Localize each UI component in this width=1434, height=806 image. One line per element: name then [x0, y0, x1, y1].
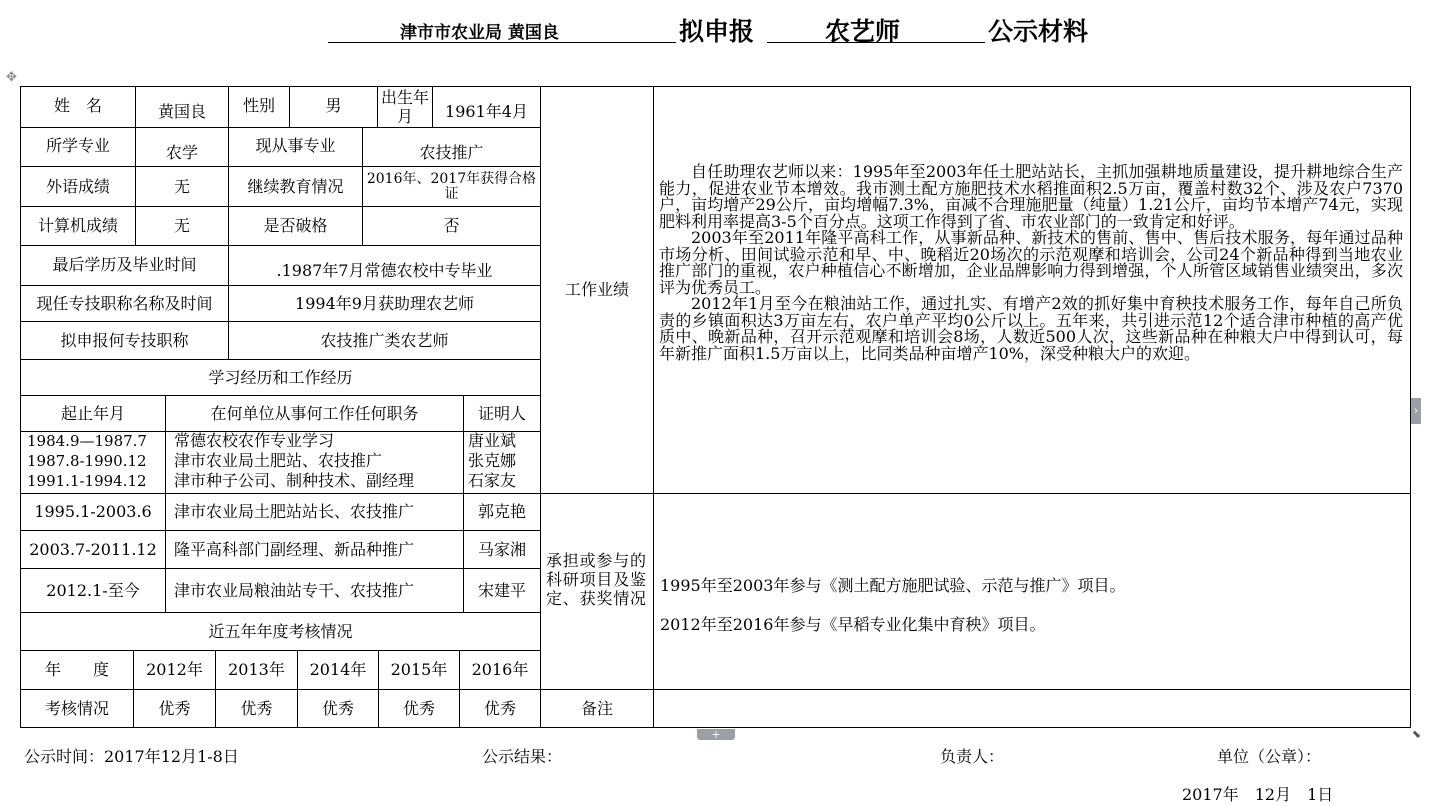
unit-seal-label: 单位（公章）：: [1217, 747, 1322, 766]
responsible-label: 负责人：: [940, 747, 1005, 766]
major-value[interactable]: 农学: [165, 143, 198, 162]
history-row-unit[interactable]: 津市农业局粮油站专干、农技推广: [174, 580, 415, 600]
column-resize-handle[interactable]: ›: [1411, 398, 1421, 424]
current-major-value[interactable]: 农技推广: [419, 143, 484, 162]
history-merged-witnesses[interactable]: [468, 431, 516, 491]
assessment-year: 2012年: [146, 660, 203, 679]
birth-label: 出生年月: [380, 88, 429, 126]
history-witness-line: 石家友: [468, 471, 517, 490]
assessment-result[interactable]: 优秀: [483, 698, 516, 718]
history-row-witness[interactable]: 马家湘: [477, 539, 526, 559]
assessment-result[interactable]: 优秀: [402, 698, 435, 718]
research-label: 承担或参与的科研项目及鉴定、获奖情况: [546, 551, 646, 608]
research-item[interactable]: 2012年至2016年参与《早稻专业化集中育秧》项目。: [660, 615, 1046, 634]
assessment-result[interactable]: 优秀: [321, 698, 354, 718]
org-name: 津市市农业局 黄国良: [400, 23, 559, 43]
language-value[interactable]: 无: [173, 176, 190, 196]
cont-edu-value[interactable]: 2016年、2017年获得合格证: [366, 170, 537, 202]
history-col-period: 起止年月: [60, 403, 125, 423]
birth-value[interactable]: 1961年4月: [445, 102, 528, 121]
title-position: 农艺师: [825, 17, 901, 46]
history-row-period[interactable]: 2003.7-2011.12: [29, 539, 157, 559]
history-witness-line: 张克娜: [468, 451, 517, 470]
history-unit-line: 津市种子公司、制种技术、副经理: [174, 471, 415, 490]
major-label: 所学专业: [45, 136, 110, 155]
exception-value[interactable]: 否: [443, 216, 460, 235]
education-value[interactable]: .1987年7月常德农校中专毕业: [276, 261, 493, 280]
assessment-year: 2015年: [390, 660, 448, 679]
history-merged-periods[interactable]: [27, 431, 147, 491]
assessment-result[interactable]: 优秀: [240, 698, 273, 718]
achievements-paragraph: 2003年至2011年隆平高科工作，从事新品种、新技术的售前、售中、售后技术服务，每年通过品种市场分析、田间试验示范和早、中、晚稻近20场次的示范观摩和培训会，公司24个新品种得到当地农业推广部门的重视，农户种植信心不断增加，企业品牌影响力得到增强，个人所管区域销售业绩突出，多次评为优秀员工。: [659, 228, 1403, 297]
history-period-line: 1984.9—1987.7: [27, 432, 147, 450]
assessment-section-title: 近五年年度考核情况: [208, 621, 353, 641]
apply-title-label: 拟申报何专技职称: [60, 330, 189, 350]
exception-label: 是否破格: [263, 216, 328, 235]
apply-label: 拟申报: [679, 17, 755, 46]
document-title: [0, 10, 1434, 46]
history-col-witness: 证明人: [477, 403, 526, 423]
gender-value[interactable]: 男: [325, 96, 342, 115]
assessment-year: 2014年: [309, 660, 367, 679]
history-merged-units[interactable]: [174, 431, 414, 491]
history-row-witness[interactable]: 宋建平: [477, 580, 526, 600]
history-unit-line: 常德农校农作专业学习: [174, 431, 335, 450]
history-period-line: 1991.1-1994.12: [27, 472, 147, 490]
achievements-paragraph: 自任助理农艺师以来：1995年至2003年任土肥站站长，主抓加强耕地质量建设，提升耕地综合生产能力，促进农业节本增效。我市测土配方施肥技术水稻推面积2.5万亩，覆盖村数32个、涉及农户7370户，亩均增产29公斤，亩均增幅7.3%，亩减不合理施肥量（纯量）1.21公斤，亩均节本增产74元，实现肥料利用率提高3-5个百分点。这项工作得到了省、市农业部门的一致肯定和好评。: [659, 162, 1403, 231]
apply-title-value[interactable]: 农技推广类农艺师: [320, 330, 449, 350]
history-row-unit[interactable]: 津市农业局土肥站站长、农技推广: [174, 502, 415, 521]
achievements-label: 工作业绩: [564, 279, 629, 299]
computer-value[interactable]: 无: [173, 216, 190, 235]
history-unit-line: 津市农业局土肥站、农技推广: [174, 451, 383, 470]
achievements-text[interactable]: [659, 164, 1403, 362]
current-major-label: 现从事专业: [255, 136, 336, 155]
remark-label: 备注: [580, 698, 613, 718]
history-row-witness[interactable]: 郭克艳: [477, 502, 526, 521]
footer-date: 2017年 12月 1日: [1182, 785, 1334, 804]
cont-edu-label: 继续教育情况: [247, 176, 344, 196]
history-row-unit[interactable]: 隆平高科部门副经理、新品种推广: [174, 539, 415, 559]
resize-arrow-icon[interactable]: ⬊: [1412, 728, 1422, 741]
history-section-title: 学习经历和工作经历: [208, 367, 353, 387]
gender-label: 性别: [242, 96, 275, 115]
name-value[interactable]: 黄国良: [157, 102, 206, 121]
research-item[interactable]: 1995年至2003年参与《测土配方施肥试验、示范与推广》项目。: [660, 576, 1126, 595]
remark-value[interactable]: [654, 690, 1410, 727]
history-col-unit: 在何单位从事何工作任何职务: [210, 403, 419, 423]
name-label: 姓 名: [53, 96, 102, 115]
language-label: 外语成绩: [45, 176, 110, 196]
history-row-period[interactable]: 1995.1-2003.6: [34, 502, 152, 521]
history-period-line: 1987.8-1990.12: [27, 452, 147, 470]
material-label: 公示材料: [988, 17, 1089, 46]
achievements-paragraph: 2012年1月至今在粮油站工作，通过扎实、有增产2效的抓好集中育秧技术服务工作，每年自己所负责的乡镇面积达3万亩左右，农户单产平均0公斤以上。五年来，共引进示范12个适合津市种植的高产优质中、晚新品种，召开示范观摩和培训会8场，人数近500人次，这些新品种在种粮大户中得到认可，每年新推广面积1.5万亩以上，比同类品种亩增产10%，深受种粮大户的欢迎。: [659, 294, 1403, 363]
current-title-label: 现任专技职称名称及时间: [36, 293, 213, 313]
assessment-year-label: 年 度: [44, 660, 109, 679]
assessment-result-label: 考核情况: [44, 698, 109, 718]
publish-time: 公示时间：2017年12月1-8日: [24, 747, 239, 766]
computer-label: 计算机成绩: [37, 216, 118, 235]
assessment-result[interactable]: 优秀: [158, 698, 191, 718]
history-row-period[interactable]: 2012.1-至今: [46, 580, 140, 600]
current-title-value[interactable]: 1994年9月获助理农艺师: [295, 293, 474, 313]
education-label: 最后学历及毕业时间: [52, 255, 197, 274]
history-witness-line: 唐业斌: [468, 431, 517, 450]
result-label: 公示结果：: [482, 747, 563, 766]
assessment-year: 2013年: [228, 660, 285, 679]
plus-icon[interactable]: +: [697, 729, 735, 740]
assessment-year: 2016年: [471, 660, 529, 679]
move-cross-icon[interactable]: ✥: [6, 70, 17, 85]
